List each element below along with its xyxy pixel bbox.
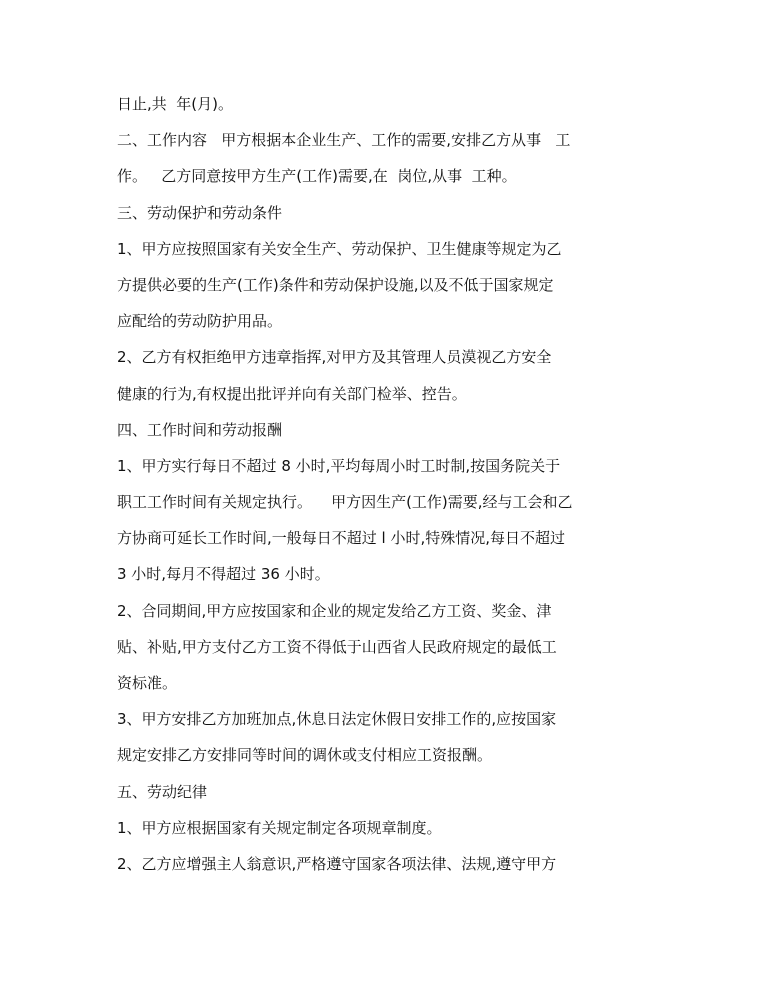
text-line: 贴、补贴,甲方支付乙方工资不得低于山西省人民政府规定的最低工 [117, 637, 557, 656]
section-heading-work-content: 二、工作内容 甲方根据本企业生产、工作的需要,安排乙方从事 工 [117, 131, 571, 150]
text-line: 1、甲方应根据国家有关规定制定各项规章制度。 [117, 818, 442, 837]
document-body [117, 86, 657, 882]
text-line: 方协商可延长工作时间,一般每日不超过 l 小时,特殊情况,每日不超过 [117, 529, 566, 548]
text-line: 健康的行为,有权提出批评并向有关部门检举、控告。 [117, 384, 467, 403]
text-line: 方提供必要的生产(工作)条件和劳动保护设施,以及不低于国家规定 [117, 275, 554, 294]
section-heading-labor-protection: 三、劳动保护和劳动条件 [117, 203, 283, 222]
section-heading-labor-discipline: 五、劳动纪律 [117, 782, 208, 801]
text-line: 1、甲方实行每日不超过 8 小时,平均每周小时工时制,按国务院关于 [117, 456, 561, 475]
text-line: 职工工作时间有关规定执行。 甲方因生产(工作)需要,经与工会和乙 [117, 493, 573, 512]
text-line: 2、乙方有权拒绝甲方违章指挥,对甲方及其管理人员漠视乙方安全 [117, 348, 552, 367]
text-line: 3 小时,每月不得超过 36 小时。 [117, 565, 330, 584]
text-line: 2、合同期间,甲方应按国家和企业的规定发给乙方工资、奖金、津 [117, 601, 552, 620]
text-line: 应配给的劳动防护用品。 [117, 312, 283, 331]
text-line: 1、甲方应按照国家有关安全生产、劳动保护、卫生健康等规定为乙 [117, 239, 562, 258]
text-line: 资标准。 [117, 674, 178, 692]
text-line: 日止,共 年(月)。 [117, 95, 234, 113]
text-line: 2、乙方应增强主人翁意识,严格遵守国家各项法律、法规,遵守甲方 [117, 854, 557, 873]
text-line: 作。 乙方同意按甲方生产(工作)需要,在 岗位,从事 工种。 [117, 167, 517, 186]
text-line: 3、甲方安排乙方加班加点,休息日法定休假日安排工作的,应按国家 [117, 710, 557, 729]
text-line: 规定安排乙方安排同等时间的调休或支付相应工资报酬。 [117, 746, 493, 765]
section-heading-working-hours: 四、工作时间和劳动报酬 [117, 420, 283, 439]
